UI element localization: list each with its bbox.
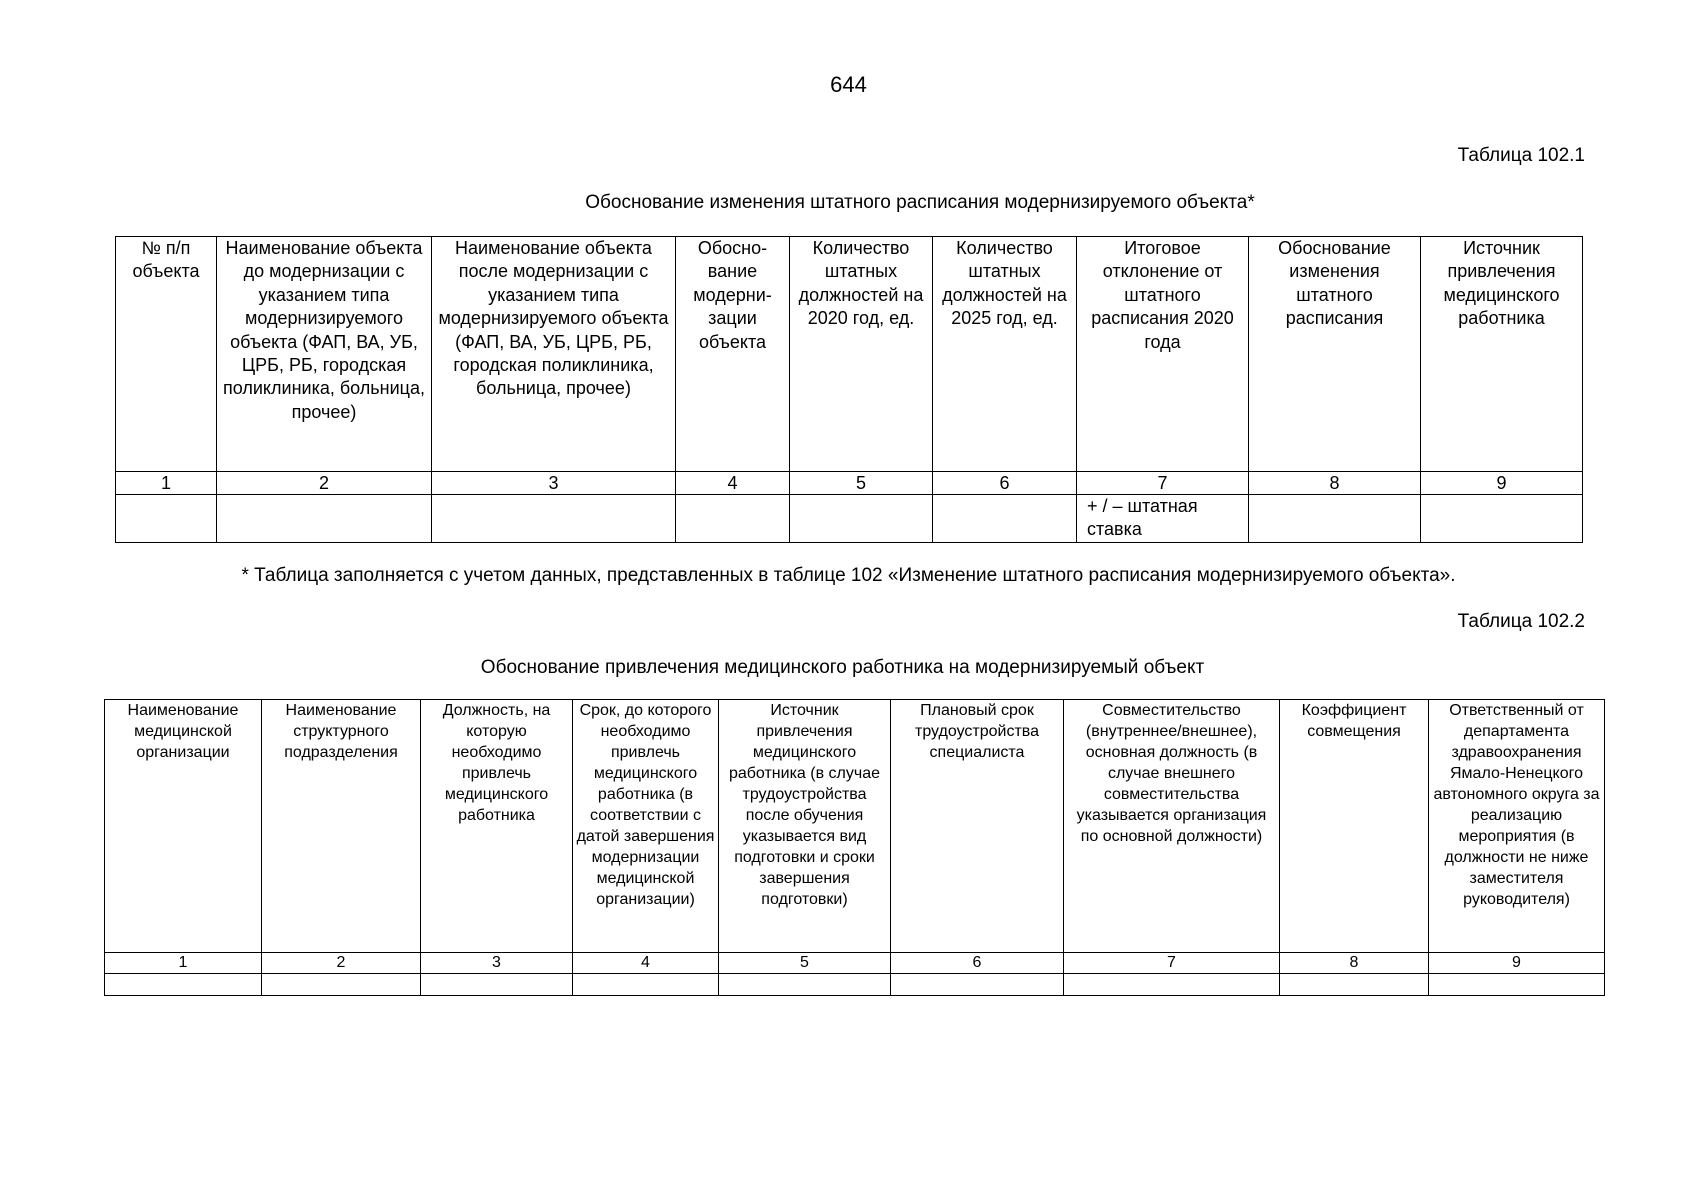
table-row — [116, 495, 1583, 543]
header-cell: № п/п объекта — [116, 237, 217, 472]
header-cell: Количество штатных должностей на 2020 год, ед. — [790, 237, 933, 472]
column-number: 9 — [1429, 953, 1605, 974]
data-cell — [1280, 974, 1429, 996]
table-label-102-1: Таблица 102.1 — [1457, 145, 1585, 166]
column-number-row — [105, 953, 1605, 974]
column-number: 3 — [432, 472, 676, 495]
data-cell — [676, 495, 790, 543]
header-cell: Наименование медицинской организации — [105, 700, 262, 953]
data-cell — [1429, 974, 1605, 996]
header-cell: Наименование объекта до модернизации с указанием типа модернизируемого объекта (ФАП, ВА, УБ, ЦРБ, РБ, городская поликлиника, больница, прочее) — [217, 237, 432, 472]
column-number: 7 — [1077, 472, 1249, 495]
header-cell: Совместительство (внутреннее/внешнее), основная должность (в случае внешнего совместительства указывается организация по основной должности) — [1064, 700, 1280, 953]
column-number: 7 — [1064, 953, 1280, 974]
header-row — [116, 237, 1583, 472]
column-number: 2 — [217, 472, 432, 495]
data-cell — [421, 974, 573, 996]
table-label-102-2: Таблица 102.2 — [1457, 611, 1585, 632]
data-cell — [573, 974, 719, 996]
table-caption-text: Обоснование привлечения медицинского работника на модернизируемый объект — [480, 657, 1205, 678]
header-cell: Должность, на которую необходимо привлечь медицинского работника — [421, 700, 573, 953]
header-row — [105, 700, 1605, 953]
data-cell — [1064, 974, 1280, 996]
data-cell-deviation: + / – штатная ставка — [1077, 495, 1249, 543]
column-number: 4 — [573, 953, 719, 974]
data-cell — [262, 974, 421, 996]
column-number: 1 — [105, 953, 262, 974]
data-cell — [432, 495, 676, 543]
column-number: 5 — [719, 953, 891, 974]
column-number: 2 — [262, 953, 421, 974]
column-number: 5 — [790, 472, 933, 495]
header-cell: Обосно-вание модерни-зации объекта — [676, 237, 790, 472]
staffing-change-table — [115, 236, 1583, 543]
footnote: * Таблица заполняется с учетом данных, представленных в таблице 102 «Изменение штатного расписания модернизируемого объекта». — [241, 565, 1456, 586]
column-number: 8 — [1249, 472, 1421, 495]
data-cell — [933, 495, 1077, 543]
data-cell — [1421, 495, 1583, 543]
table-caption-102-1 — [0, 192, 1540, 214]
header-cell: Итоговое отклонение от штатного расписания 2020 года — [1077, 237, 1249, 472]
column-number-row — [116, 472, 1583, 495]
header-cell: Наименование объекта после модернизации с указанием типа модернизируемого объекта (ФАП, ВА, УБ, ЦРБ, РБ, городская поликлиника, больница, прочее) — [432, 237, 676, 472]
data-cell — [116, 495, 217, 543]
column-number: 8 — [1280, 953, 1429, 974]
table-caption-102-2 — [0, 657, 1697, 679]
header-cell: Источник привлечения медицинского работника — [1421, 237, 1583, 472]
header-cell: Наименование структурного подразделения — [262, 700, 421, 953]
header-cell: Срок, до которого необходимо привлечь медицинского работника (в соответствии с датой завершения модернизации медицинской организации) — [573, 700, 719, 953]
data-cell — [1249, 495, 1421, 543]
header-cell: Плановый срок трудоустройства специалиста — [891, 700, 1064, 953]
header-cell: Коэффициент совмещения — [1280, 700, 1429, 953]
header-cell: Количество штатных должностей на 2025 год, ед. — [933, 237, 1077, 472]
header-cell: Обоснование изменения штатного расписания — [1249, 237, 1421, 472]
data-cell — [891, 974, 1064, 996]
data-cell — [790, 495, 933, 543]
header-cell: Ответственный от департамента здравоохранения Ямало-Ненецкого автономного округа за реализацию мероприятия (в должности не ниже заместителя руководителя) — [1429, 700, 1605, 953]
column-number: 6 — [891, 953, 1064, 974]
worker-recruitment-table — [104, 699, 1605, 996]
column-number: 6 — [933, 472, 1077, 495]
data-cell — [105, 974, 262, 996]
table-row — [105, 974, 1605, 996]
header-cell: Источник привлечения медицинского работника (в случае трудоустройства после обучения указывается вид подготовки и сроки завершения подготовки) — [719, 700, 891, 953]
page-number: 644 — [830, 72, 867, 97]
column-number: 3 — [421, 953, 573, 974]
column-number: 1 — [116, 472, 217, 495]
column-number: 9 — [1421, 472, 1583, 495]
data-cell — [217, 495, 432, 543]
data-cell — [719, 974, 891, 996]
table-caption-text: Обоснование изменения штатного расписания модернизируемого объекта* — [585, 192, 1255, 213]
column-number: 4 — [676, 472, 790, 495]
